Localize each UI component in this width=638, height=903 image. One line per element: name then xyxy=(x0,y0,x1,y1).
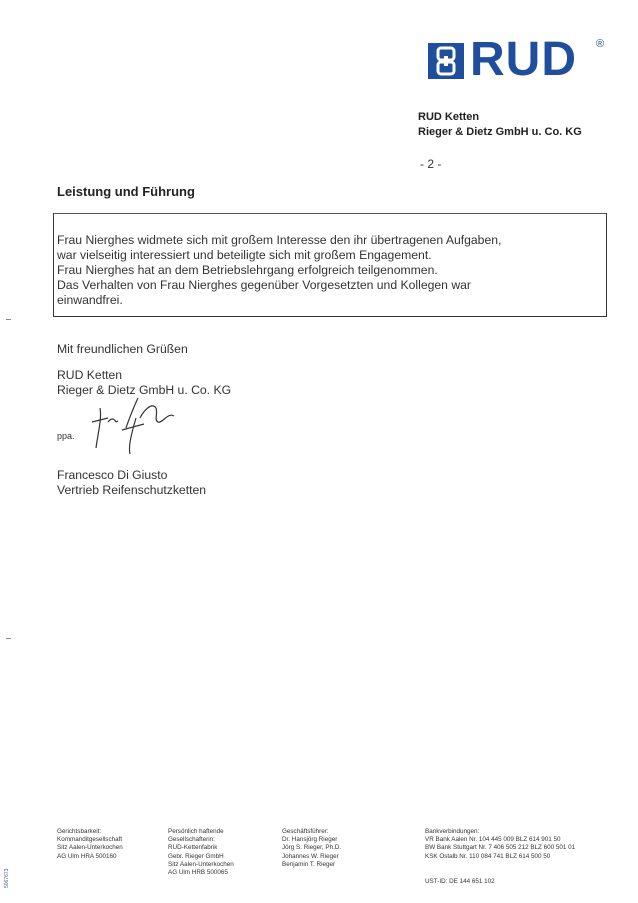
side-form-code: 5067673 xyxy=(4,868,10,888)
signature-company-line2: Rieger & Dietz GmbH u. Co. KG xyxy=(57,383,232,397)
assessment-text xyxy=(57,233,501,308)
footer-text: Gesellschafterin: xyxy=(168,836,215,844)
assessment-line: Frau Nierghes hat an dem Betriebslehrgang erfolgreich teilgenommen. xyxy=(57,263,438,277)
signatory-name: Francesco Di Giusto xyxy=(57,468,168,482)
footer-text: AG Ulm HRB 500065 xyxy=(168,869,228,877)
assessment-line: Das Verhalten von Frau Nierghes gegenüber Vorgesetzten und Kollegen war xyxy=(57,278,471,292)
footer-court xyxy=(57,828,123,861)
footer-text: VR Bank Aalen Nr. 104 445 009 BLZ 614 901 50 xyxy=(425,836,561,844)
punch-mark xyxy=(6,638,11,639)
footer-banks xyxy=(425,828,575,861)
footer-partner xyxy=(168,828,234,877)
footer-text: Johannes W. Rieger xyxy=(282,852,339,860)
greeting: Mit freundlichen Grüßen xyxy=(57,342,188,356)
page-number: - 2 - xyxy=(420,157,442,171)
registered-mark: ® xyxy=(596,38,605,50)
footer-text: Geschäftsführer: xyxy=(282,828,329,835)
footer-text: Bankverbindungen: xyxy=(425,828,480,835)
footer-text: AG Ulm HRA 500160 xyxy=(57,852,117,860)
section-title: Leistung und Führung xyxy=(57,184,195,199)
company-name-line1: RUD Ketten xyxy=(418,111,480,123)
signature-company-line1: RUD Ketten xyxy=(57,368,123,382)
signatory xyxy=(57,468,206,498)
footer-text: Sitz Aalen-Unterkochen xyxy=(168,860,234,868)
footer-text: BW Bank Stuttgart Nr. 7 406 505 212 BLZ 600 501 01 xyxy=(425,844,576,852)
footer-text: Sitz Aalen-Unterkochen xyxy=(57,844,123,852)
footer-text: Persönlich haftende xyxy=(168,828,224,835)
logo-wordmark: RUD xyxy=(470,33,577,86)
footer-text: Jörg S. Rieger, Ph.D. xyxy=(282,844,342,852)
handwritten-signature xyxy=(78,388,188,463)
rud-logo-icon xyxy=(428,43,464,79)
footer-text: Dr. Hansjörg Rieger xyxy=(282,836,338,844)
footer-text: Benjamin T. Rieger xyxy=(282,860,336,868)
footer-text: Gerichtsbarkeit: xyxy=(57,828,102,835)
ppa-label: ppa. xyxy=(57,431,75,441)
footer-management xyxy=(282,828,341,869)
vat-id: UST-ID: DE 144 651 102 xyxy=(425,878,495,885)
signatory-role: Vertrieb Reifenschutzketten xyxy=(57,483,207,497)
footer-text: Kommanditgesellschaft xyxy=(57,836,123,844)
fold-mark xyxy=(6,319,11,320)
assessment-line: Frau Nierghes widmete sich mit großem Interesse den ihr übertragenen Aufgaben, xyxy=(57,233,502,247)
assessment-line: einwandfrei. xyxy=(57,293,123,307)
assessment-line: war vielseitig interessiert und beteiligte sich mit großem Engagement. xyxy=(57,248,432,262)
footer-text: KSK Ostalb Nr. 110 084 741 BLZ 614 500 50 xyxy=(425,852,551,860)
footer-text: Gebr. Rieger GmbH xyxy=(168,852,224,860)
footer-text: RUD-Kettenfabrik xyxy=(168,844,218,852)
company-name-line2: Rieger & Dietz GmbH u. Co. KG xyxy=(418,126,582,138)
company-address xyxy=(418,110,582,140)
